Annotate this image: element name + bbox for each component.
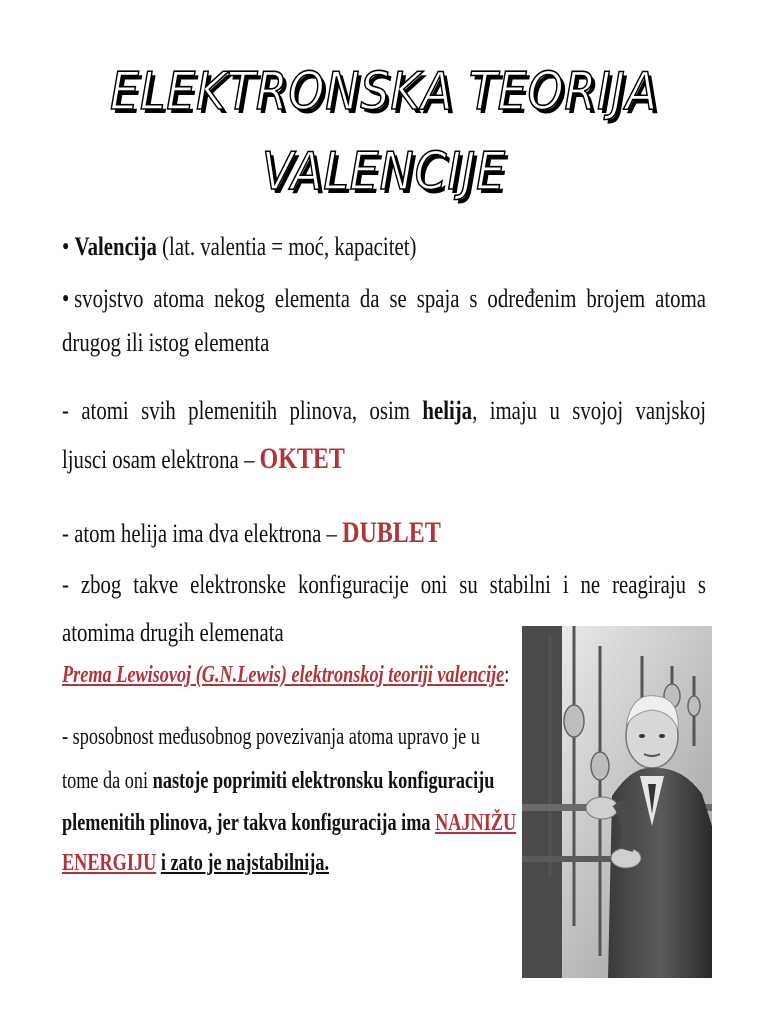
title-line-1: ELEKTRONSKA TEORIJA <box>110 62 658 122</box>
stability-line-1 <box>62 570 706 600</box>
lewis-line-3-red: NAJNIŽU <box>435 810 517 836</box>
octet-pre: - atomi svih plemenitih plinova, osim <box>62 396 410 425</box>
lewis-line-2-bold: nastoje poprimiti elektronsku konfiguraciju <box>152 768 495 794</box>
lewis-line-2-pre: tome da oni <box>62 768 149 794</box>
lewis-colon: : <box>504 662 510 688</box>
lewis-line-4-red: ENERGIJU <box>62 850 157 876</box>
title-line-2: VALENCIJE <box>262 142 506 202</box>
lewis-line-4-bold: i zato je najstabilnija. <box>160 850 330 876</box>
valencija-definition: (lat. valentia = moć, kapacitet) <box>156 232 417 261</box>
bullet-dot: • <box>62 232 70 261</box>
dublet-text: - atom helija ima dva elektrona – <box>62 519 337 548</box>
octet-helium: helija <box>422 396 473 425</box>
bullet-dot: • <box>62 284 70 313</box>
bullet-svojstvo <box>62 284 706 314</box>
octet-line-2-text: ljusci osam elektrona – <box>62 445 255 474</box>
lewis-body-line-1: - sposobnost međusobnog povezivanja atoma upravo je u <box>62 724 480 750</box>
svojstvo-line-2: drugog ili istog elementa <box>62 328 270 357</box>
dublet-line <box>62 516 577 550</box>
octet-line-2 <box>62 442 577 476</box>
scientist-illustration-icon <box>522 626 712 978</box>
lewis-heading <box>62 662 509 689</box>
lewis-body-line-4 <box>62 850 329 877</box>
lewis-body-line-3 <box>62 810 516 837</box>
lewis-photo <box>522 626 712 978</box>
bullet-valencija <box>62 232 577 262</box>
octet-line-1 <box>62 396 706 426</box>
stability-line-1-text: - zbog takve elektronske konfiguracije oni su stabilni i ne reagiraju s <box>62 570 706 599</box>
stability-line-2: atomima drugih elemenata <box>62 618 284 647</box>
lewis-line-3-bold: plemenitih plinova, jer takva konfiguracija ima <box>62 810 431 836</box>
svojstvo-line-1: svojstvo atoma nekog elementa da se spaja s određenim brojem atoma <box>74 284 706 313</box>
octet-post: , imaju u svojoj vanjskoj <box>472 396 707 425</box>
lewis-heading-text: Prema Lewisovoj (G.N.Lewis) elektronskoj teoriji valencije <box>62 662 505 688</box>
valencija-term: Valencija <box>74 232 157 261</box>
lewis-body-line-2 <box>62 768 494 795</box>
dublet-highlight: DUBLET <box>342 516 441 549</box>
oktet-highlight: OKTET <box>259 442 345 475</box>
